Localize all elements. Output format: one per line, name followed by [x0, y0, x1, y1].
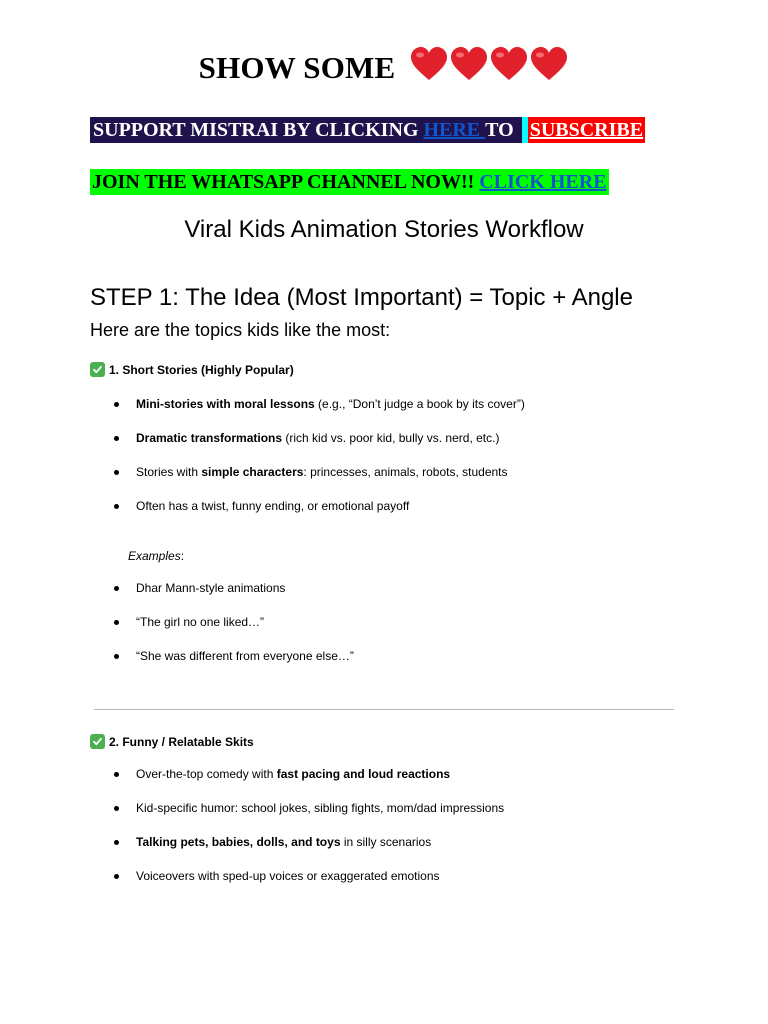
list-item [112, 465, 525, 499]
hearts-row [409, 46, 569, 82]
bold-text: Dramatic transformations [136, 431, 283, 445]
click-here-link[interactable]: CLICK HERE [479, 170, 607, 193]
section1-bullets [112, 397, 525, 533]
section-heading [90, 362, 294, 377]
item-text: Over-the-top comedy with [136, 767, 277, 781]
list-item [112, 869, 504, 903]
horizontal-divider [94, 709, 674, 710]
list-item [112, 431, 525, 465]
topics-subheading: Here are the topics kids like the most: [90, 320, 391, 340]
support-text [90, 117, 522, 143]
subscribe-link[interactable]: SUBSCRIBE [528, 117, 645, 143]
section-heading-text: 2. Funny / Relatable Skits [109, 734, 254, 749]
section-heading-text: 1. Short Stories (Highly Popular) [109, 362, 294, 377]
check-icon [90, 734, 105, 749]
here-link[interactable]: HERE [423, 118, 486, 141]
document-title: Viral Kids Animation Stories Workflow [184, 216, 584, 243]
support-banner [90, 117, 645, 143]
bold-text: Mini-stories with moral lessons [136, 397, 315, 411]
examples-label-text: Examples [128, 549, 181, 563]
bold-text: fast pacing and loud reactions [276, 767, 451, 781]
examples-colon: : [180, 549, 185, 563]
item-text: Kid-specific humor: school jokes, sibling fights, mom/dad impressions [136, 801, 505, 815]
heart-icon [529, 46, 569, 82]
list-item [112, 499, 525, 533]
bold-text: simple characters [201, 465, 304, 479]
whatsapp-text: JOIN THE WHATSAPP CHANNEL NOW!! [92, 170, 480, 193]
section-heading [90, 734, 254, 749]
section2-bullets [112, 767, 504, 903]
list-item: Dhar Mann-style animations [112, 581, 354, 615]
item-text: Stories with [136, 465, 202, 479]
heart-icon [449, 46, 489, 82]
item-text: Voiceovers with sped-up voices or exaggerated emotions [136, 869, 440, 883]
item-text: in silly scenarios [340, 835, 432, 849]
list-item: “The girl no one liked…” [112, 615, 354, 649]
item-text: Often has a twist, funny ending, or emotional payoff [136, 499, 410, 513]
step-heading: STEP 1: The Idea (Most Important) = Topic + Angle [90, 284, 633, 311]
check-icon [90, 362, 105, 377]
item-text: : princesses, animals, robots, students [303, 465, 508, 479]
list-item: “She was different from everyone else…” [112, 649, 354, 683]
examples-list [112, 581, 354, 683]
support-prefix: SUPPORT MISTRAI BY CLICKING [93, 118, 424, 141]
support-middle: TO [485, 118, 519, 141]
list-item [112, 767, 504, 801]
list-item [112, 397, 525, 431]
bold-text: Talking pets, babies, dolls, and toys [136, 835, 341, 849]
heart-icon [409, 46, 449, 82]
item-text: (e.g., “Don’t judge a book by its cover”) [314, 397, 525, 411]
hero-text: SHOW SOME [198, 50, 396, 85]
hero-heading [0, 46, 768, 86]
whatsapp-banner [90, 169, 609, 195]
list-item [112, 801, 504, 835]
item-text: (rich kid vs. poor kid, bully vs. nerd, etc.) [282, 431, 500, 445]
heart-icon [489, 46, 529, 82]
list-item [112, 835, 504, 869]
examples-label [128, 549, 184, 563]
